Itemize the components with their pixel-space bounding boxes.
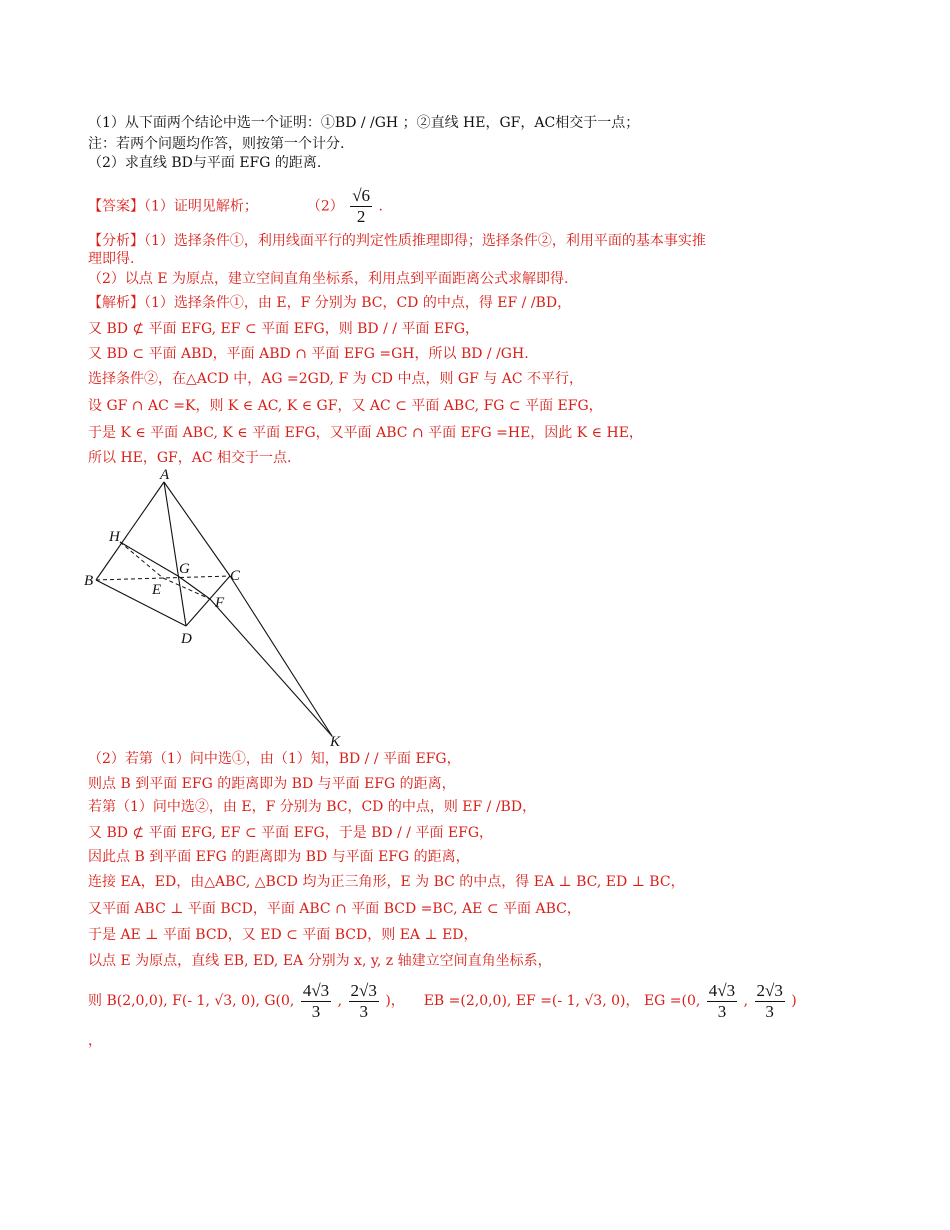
- label-H: H: [109, 529, 120, 545]
- answer-label: 【答案】（1）证明见解析；: [88, 198, 258, 215]
- g-x-fraction: [301, 981, 331, 1022]
- label-G: G: [179, 561, 190, 577]
- solution2-line8: 于是 AE ⊥ 平面 BCD，又 ED ⊂ 平面 BCD，则 EA ⊥ ED，: [88, 927, 478, 943]
- g-end: )，: [385, 993, 405, 1009]
- solution-line3: 又 BD ⊂ 平面 ABD，平面 ABD ∩ 平面 EFG =GH，所以 BD / /GH.: [88, 346, 529, 362]
- line-CK: [230, 576, 332, 736]
- answer-fraction: [350, 186, 372, 227]
- solution2-line3: 若第（1）问中选②，由 E，F 分别为 BC，CD 的中点，则 EF / /BD，: [88, 799, 537, 815]
- eg-end: ): [791, 993, 797, 1009]
- g-num2: 2√3: [350, 980, 377, 1000]
- question-part1: （1）从下面两个结论中选一个证明：①BD / /GH ；②直线 HE，GF，AC相交于一点；: [88, 115, 640, 131]
- question-part2: （2）求直线 BD与平面 EFG 的距离.: [88, 155, 322, 171]
- eg-pre: EG =(0,: [643, 993, 701, 1009]
- analysis-line1: 【分析】（1）选择条件①，利用线面平行的判定性质推理即得；选择条件②，利用平面的基本事实推: [88, 233, 706, 249]
- eg-num1: 4√3: [708, 980, 736, 1000]
- analysis-line3: （2）以点 E 为原点，建立空间直角坐标系，利用点到平面距离公式求解即得.: [88, 271, 569, 287]
- solution-line4: 选择条件②，在△ACD 中，AG =2GD, F 为 CD 中点，则 GF 与 AC 不平行，: [88, 371, 583, 387]
- label-K: K: [330, 734, 341, 750]
- label-A: A: [160, 467, 170, 483]
- solution2-line2: 则点 B 到平面 EFG 的距离即为 BD 与平面 EFG 的距离，: [88, 776, 456, 792]
- solution2-line1: （2）若第（1）问中选①，由（1）知，BD / / 平面 EFG，: [88, 751, 461, 767]
- answer-line: [88, 186, 383, 227]
- eg-num2: 2√3: [756, 980, 783, 1000]
- label-B: B: [84, 573, 94, 589]
- edge-BD: [96, 580, 186, 626]
- label-C: C: [230, 568, 241, 584]
- coords-line: [88, 978, 797, 1024]
- edge-AB: [96, 482, 164, 580]
- tetrahedron-figure: [80, 466, 360, 751]
- solution2-line7: 又平面 ABC ⊥ 平面 BCD，平面 ABC ∩ 平面 BCD =BC, AE ⊂ 平面 ABC，: [88, 901, 581, 917]
- g-y-fraction: [349, 981, 379, 1022]
- solution2-line4: 又 BD ⊄ 平面 EFG, EF ⊂ 平面 EFG，于是 BD / / 平面 EFG，: [88, 825, 494, 841]
- line-FK: [210, 599, 332, 736]
- line-HG: [120, 542, 178, 576]
- solution2-line5: 因此点 B 到平面 EFG 的距离即为 BD 与平面 EFG 的距离，: [88, 849, 470, 865]
- coords-mid: EB =(2,0,0), EF =(- 1, √3, 0)，: [423, 993, 640, 1009]
- solution-line2: 又 BD ⊄ 平面 EFG, EF ⊂ 平面 EFG，则 BD / / 平面 EFG，: [88, 321, 480, 337]
- g-num1: 4√3: [302, 980, 330, 1000]
- eg-x-fraction: [707, 981, 737, 1022]
- label-E: E: [152, 582, 162, 598]
- question-note: 注：若两个问题均作答，则按第一个计分.: [88, 136, 345, 152]
- solution2-line6: 连接 EA，ED，由△ABC, △BCD 均为正三角形，E 为 BC 的中点，得 EA ⊥ BC, ED ⊥ BC，: [88, 874, 685, 890]
- g-den2: 3: [359, 1001, 368, 1021]
- eg-sep: ,: [743, 993, 749, 1009]
- solution2-line9: 以点 E 为原点，直线 EB, ED, EA 分别为 x, y, z 轴建立空间直角坐标系，: [88, 953, 552, 969]
- answer-denominator: 2: [356, 207, 366, 226]
- solution-line1: 【解析】（1）选择条件①，由 E，F 分别为 BC，CD 的中点，得 EF / /BD，: [88, 295, 572, 311]
- solution-line6: 于是 K ∈ 平面 ABC, K ∈ 平面 EFG，又平面 ABC ∩ 平面 EFG =HE，因此 K ∈ HE，: [88, 425, 643, 441]
- answer-numerator: √6: [352, 186, 371, 205]
- answer-end: .: [378, 198, 383, 215]
- coords-trailing-comma: ，: [88, 1033, 102, 1049]
- edge-AC: [164, 482, 230, 576]
- g-den1: 3: [311, 1001, 321, 1021]
- eg-den2: 3: [765, 1001, 774, 1021]
- line-HE-hidden: [120, 542, 163, 578]
- g-sep: ,: [337, 993, 343, 1009]
- solution-line7: 所以 HE，GF，AC 相交于一点.: [88, 450, 292, 466]
- solution-line5: 设 GF ∩ AC =K，则 K ∈ AC, K ∈ GF，又 AC ⊂ 平面 ABC, FG ⊂ 平面 EFG，: [88, 398, 603, 414]
- answer-part2: （2）: [306, 198, 344, 215]
- eg-y-fraction: [755, 981, 785, 1022]
- line-GF: [178, 576, 210, 599]
- analysis-line2: 理即得.: [88, 251, 135, 267]
- label-F: F: [215, 595, 225, 611]
- edge-AD: [164, 482, 186, 626]
- label-D: D: [181, 631, 192, 647]
- line-EF-hidden: [163, 578, 210, 599]
- eg-den1: 3: [717, 1001, 727, 1021]
- coords-pre: 则 B(2,0,0), F(- 1, √3, 0), G(0,: [88, 993, 295, 1009]
